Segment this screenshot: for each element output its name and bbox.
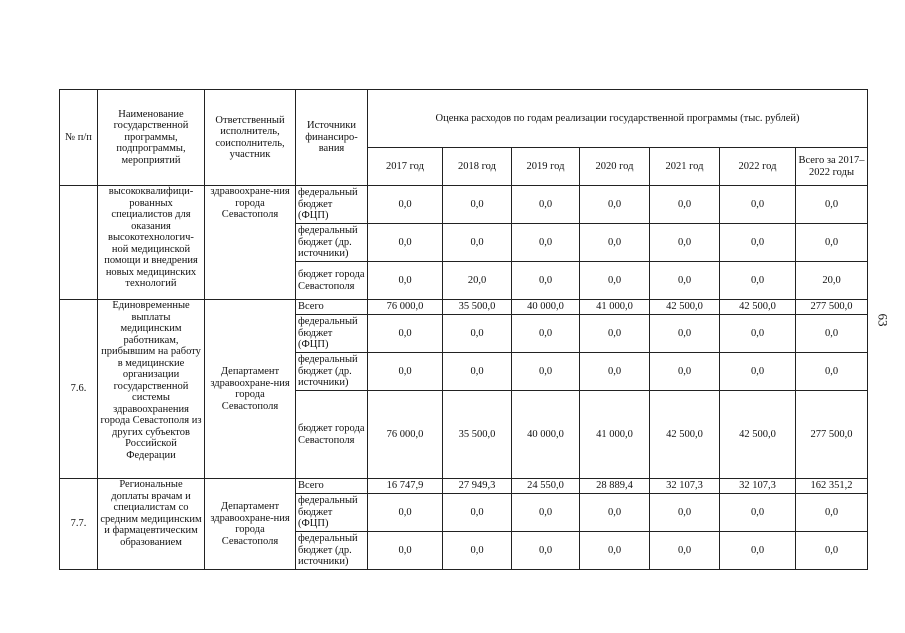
value-cell: 40 000,0	[512, 391, 580, 479]
value-cell: 0,0	[720, 186, 796, 224]
value-cell: 0,0	[650, 315, 720, 353]
value-cell: 20,0	[443, 262, 512, 300]
value-cell: 40 000,0	[512, 300, 580, 315]
value-cell: 0,0	[650, 262, 720, 300]
value-cell: 0,0	[720, 315, 796, 353]
value-cell: 0,0	[368, 186, 443, 224]
value-cell: 0,0	[580, 315, 650, 353]
value-cell: 0,0	[368, 262, 443, 300]
header-num: № п/п	[60, 90, 98, 186]
value-cell: 42 500,0	[650, 391, 720, 479]
value-cell: 0,0	[368, 353, 443, 391]
total-cell: 277 500,0	[796, 300, 868, 315]
funding-source: бюджет города Севастополя	[296, 262, 368, 300]
total-cell: 0,0	[796, 353, 868, 391]
funding-source: федеральный бюджет (ФЦП)	[296, 186, 368, 224]
responsible-executor: Департамент здравоохране-ния города Севастополя	[205, 479, 296, 570]
value-cell: 41 000,0	[580, 391, 650, 479]
value-cell: 0,0	[580, 224, 650, 262]
value-cell: 0,0	[443, 315, 512, 353]
value-cell: 27 949,3	[443, 479, 512, 494]
value-cell: 0,0	[512, 186, 580, 224]
value-cell: 0,0	[580, 353, 650, 391]
value-cell: 0,0	[580, 532, 650, 570]
total-cell: 0,0	[796, 224, 868, 262]
value-cell: 0,0	[580, 494, 650, 532]
total-cell: 277 500,0	[796, 391, 868, 479]
value-cell: 0,0	[443, 186, 512, 224]
value-cell: 76 000,0	[368, 391, 443, 479]
funding-source: Всего	[296, 479, 368, 494]
measure-name: высококвалифици-рованных специалистов для оказания высокотехнологич-ной медицинской помощи и внедрения новых медицинских технологий	[98, 186, 205, 300]
value-cell: 0,0	[720, 494, 796, 532]
total-cell: 0,0	[796, 186, 868, 224]
value-cell: 0,0	[650, 494, 720, 532]
funding-source: федеральный бюджет (ФЦП)	[296, 494, 368, 532]
header-year: 2021 год	[650, 148, 720, 186]
header-year: 2019 год	[512, 148, 580, 186]
responsible-executor: здравоохране-ния города Севастополя	[205, 186, 296, 300]
measure-name: Единовременные выплаты медицинским работникам, прибывшим на работу в медицинские организации государственной системы здравоохранения города Севастополя из других субъектов Российской Федерации	[98, 300, 205, 479]
value-cell: 32 107,3	[720, 479, 796, 494]
value-cell: 0,0	[512, 532, 580, 570]
total-cell: 0,0	[796, 494, 868, 532]
header-year: 2017 год	[368, 148, 443, 186]
header-name: Наименование государственной программы, подпрограммы, мероприятий	[98, 90, 205, 186]
row-number	[60, 186, 98, 300]
value-cell: 0,0	[512, 315, 580, 353]
value-cell: 76 000,0	[368, 300, 443, 315]
page-number: 63	[875, 313, 891, 327]
header-year: 2018 год	[443, 148, 512, 186]
value-cell: 0,0	[720, 532, 796, 570]
value-cell: 24 550,0	[512, 479, 580, 494]
header-year-total: Всего за 2017–2022 годы	[796, 148, 868, 186]
row-number: 7.6.	[60, 300, 98, 479]
header-sources: Источники финансиро-вания	[296, 90, 368, 186]
value-cell: 28 889,4	[580, 479, 650, 494]
value-cell: 42 500,0	[650, 300, 720, 315]
value-cell: 42 500,0	[720, 391, 796, 479]
value-cell: 0,0	[368, 315, 443, 353]
value-cell: 35 500,0	[443, 391, 512, 479]
value-cell: 0,0	[368, 224, 443, 262]
value-cell: 0,0	[368, 494, 443, 532]
value-cell: 0,0	[650, 186, 720, 224]
value-cell: 35 500,0	[443, 300, 512, 315]
value-cell: 0,0	[580, 262, 650, 300]
value-cell: 0,0	[512, 262, 580, 300]
value-cell: 0,0	[443, 353, 512, 391]
value-cell: 0,0	[650, 353, 720, 391]
funding-source: федеральный бюджет (ФЦП)	[296, 315, 368, 353]
header-responsible: Ответственный исполнитель, соисполнитель, участник	[205, 90, 296, 186]
value-cell: 0,0	[368, 532, 443, 570]
value-cell: 0,0	[512, 353, 580, 391]
funding-source: Всего	[296, 300, 368, 315]
funding-source: федеральный бюджет (др. источники)	[296, 353, 368, 391]
value-cell: 0,0	[512, 494, 580, 532]
row-number: 7.7.	[60, 479, 98, 570]
value-cell: 0,0	[720, 224, 796, 262]
value-cell: 42 500,0	[720, 300, 796, 315]
value-cell: 0,0	[650, 224, 720, 262]
header-year: 2022 год	[720, 148, 796, 186]
value-cell: 41 000,0	[580, 300, 650, 315]
budget-table	[59, 89, 868, 570]
value-cell: 0,0	[443, 224, 512, 262]
total-cell: 0,0	[796, 532, 868, 570]
funding-source: бюджет города Севастополя	[296, 391, 368, 479]
value-cell: 16 747,9	[368, 479, 443, 494]
header-estimate: Оценка расходов по годам реализации государственной программы (тыс. рублей)	[368, 90, 868, 148]
funding-source: федеральный бюджет (др. источники)	[296, 532, 368, 570]
funding-source: федеральный бюджет (др. источники)	[296, 224, 368, 262]
value-cell: 0,0	[650, 532, 720, 570]
value-cell: 32 107,3	[650, 479, 720, 494]
responsible-executor: Департамент здравоохране-ния города Севастополя	[205, 300, 296, 479]
value-cell: 0,0	[443, 494, 512, 532]
header-year: 2020 год	[580, 148, 650, 186]
total-cell: 0,0	[796, 315, 868, 353]
value-cell: 0,0	[720, 353, 796, 391]
value-cell: 0,0	[512, 224, 580, 262]
total-cell: 162 351,2	[796, 479, 868, 494]
value-cell: 0,0	[443, 532, 512, 570]
value-cell: 0,0	[580, 186, 650, 224]
total-cell: 20,0	[796, 262, 868, 300]
value-cell: 0,0	[720, 262, 796, 300]
measure-name: Региональные доплаты врачам и специалистам со средним медицинским и фармацевтическим образованием	[98, 479, 205, 570]
